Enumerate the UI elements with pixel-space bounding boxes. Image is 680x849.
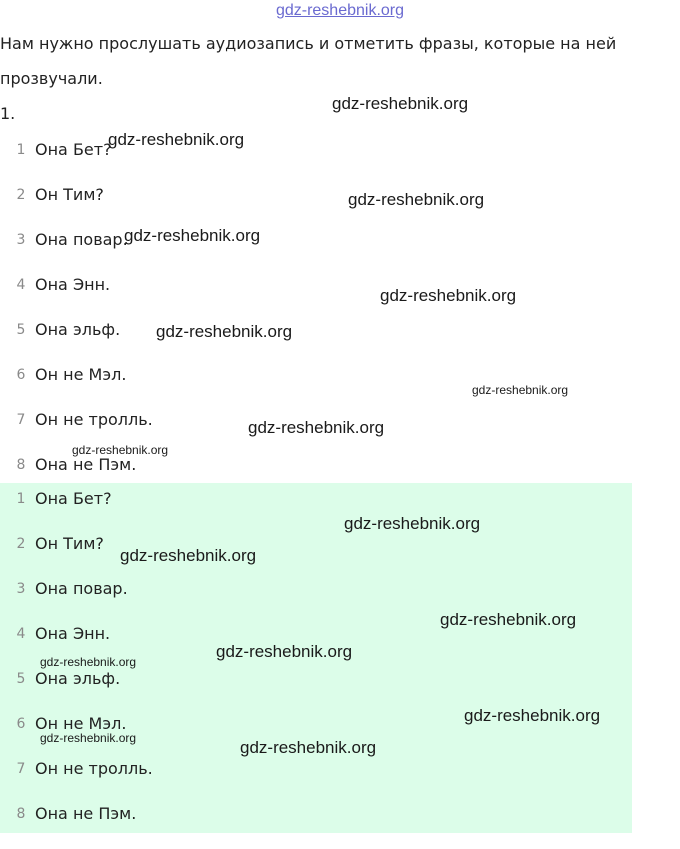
item-number: 6 [16,367,26,383]
watermark: gdz-reshebnik.org [40,655,137,669]
watermark: gdz-reshebnik.org [380,286,517,305]
item-number: 5 [16,671,26,687]
item-phrase: Он Тим? [35,185,104,204]
list-item [0,320,632,365]
item-number: 8 [16,457,26,473]
list-item [0,185,632,230]
item-phrase: Она не Пэм. [35,455,137,474]
watermark: gdz-reshebnik.org [72,443,169,457]
item-phrase: Она Бет? [35,489,112,508]
list-item [0,275,632,320]
item-phrase: Он не Мэл. [35,365,127,384]
item-number: 4 [16,626,26,642]
item-phrase: Он не Мэл. [35,714,127,733]
item-phrase: Он Тим? [35,534,104,553]
item-number: 3 [16,232,26,248]
item-phrase: Она не Пэм. [35,804,137,823]
watermark: gdz-reshebnik.org [216,642,353,661]
item-phrase: Он не тролль. [35,759,153,778]
item-number: 7 [16,412,26,428]
watermark: gdz-reshebnik.org [124,226,261,245]
list-item [0,140,632,185]
item-number: 8 [16,806,26,822]
watermark: gdz-reshebnik.org [156,322,293,341]
item-phrase: Она Энн. [35,275,111,294]
intro-text: Нам нужно прослушать аудиозапись и отметить фразы, которые на ней прозвучали. [0,34,617,88]
item-phrase: Она повар. [35,230,128,249]
item-phrase: Она Бет? [35,140,112,159]
item-number: 4 [16,277,26,293]
item-number: 1 [16,491,26,507]
watermark: gdz-reshebnik.org [40,731,137,745]
item-number: 1 [16,142,26,158]
list-item [0,534,632,579]
watermark: gdz-reshebnik.org [472,383,569,397]
item-number: 2 [16,536,26,552]
list-item [0,804,632,849]
watermark: gdz-reshebnik.org [344,514,481,533]
site-header-link[interactable]: gdz-reshebnik.org [275,2,405,19]
watermark: gdz-reshebnik.org [332,94,469,113]
watermark: gdz-reshebnik.org [108,130,245,149]
item-number: 3 [16,581,26,597]
watermark: gdz-reshebnik.org [248,418,385,437]
watermark: gdz-reshebnik.org [348,190,485,209]
task-number: 1. [0,104,16,123]
watermark: gdz-reshebnik.org [120,546,257,565]
item-number: 6 [16,716,26,732]
item-phrase: Он не тролль. [35,410,153,429]
list-item [0,230,632,275]
item-phrase: Она повар. [35,579,128,598]
watermark: gdz-reshebnik.org [240,738,377,757]
watermark: gdz-reshebnik.org [464,706,601,725]
item-number: 7 [16,761,26,777]
item-phrase: Она Энн. [35,624,111,643]
watermark: gdz-reshebnik.org [440,610,577,629]
item-number: 2 [16,187,26,203]
item-phrase: Она эльф. [35,320,121,339]
item-phrase: Она эльф. [35,669,121,688]
item-number: 5 [16,322,26,338]
list-item [0,759,632,804]
list-item [0,489,632,534]
